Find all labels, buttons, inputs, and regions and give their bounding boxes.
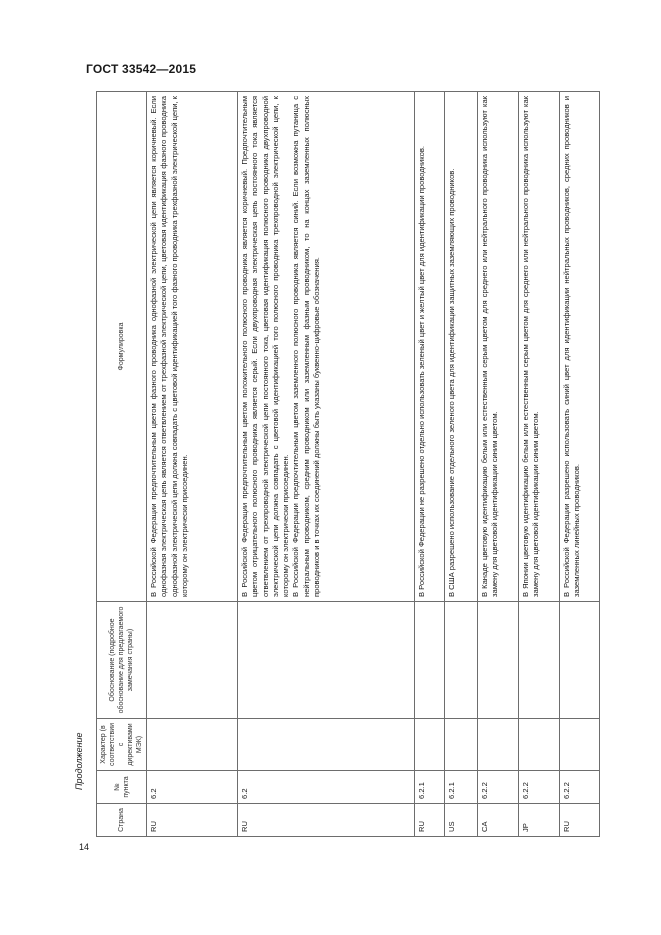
table-row bbox=[519, 92, 560, 837]
nature-cell bbox=[519, 719, 560, 771]
column-header-country: Страна bbox=[97, 804, 147, 837]
column-header-clause: № пункта bbox=[97, 771, 147, 804]
country-cell: RU bbox=[560, 804, 600, 837]
rotated-table-frame bbox=[96, 92, 589, 837]
page-number: 14 bbox=[79, 842, 90, 852]
table-row bbox=[445, 92, 478, 837]
justification-cell bbox=[415, 602, 445, 719]
nature-cell bbox=[445, 719, 478, 771]
text-cell: В Российской Федерации предпочтительным цветом фазного проводника однофазной электрической цепи является коричневый. Если однофазная электрическая цепь является ответвлением от трехфазной электрической цепи, цветовая идентификация фазного проводника однофазной электрической цепи должна совпадать с цветовой идентификацией того фазного проводника трехфазной электрической цепи, к которому он электрически присоединен. bbox=[147, 92, 238, 602]
clause-cell: 6.2 bbox=[238, 771, 415, 804]
country-cell: CA bbox=[478, 804, 519, 837]
justification-cell bbox=[445, 602, 478, 719]
clause-cell: 6.2.2 bbox=[478, 771, 519, 804]
nature-cell bbox=[147, 719, 238, 771]
text-cell: В Российской Федерации предпочтительным цветом положительного полюсного проводника является коричневый. Предпочтительным цветом отрицательного полюсного проводника является серый. Если двухпроводная электрическая цепь постоянного тока является ответвлением от трехпроводной электрической цепи постоянного тока, цветовая идентификация полюсного проводника двухпроводной электрической цепи должна совпадать с цветовой идентификацией того полюсного проводника трехпроводной электрической цепи, к которому он электрически присоединен. В Российской Федерации предпочтительным цветом заземленного полюсного проводника является синий. Если возможна путаница с нейтральным проводником, средним проводником или заземленным фазным проводником, то на концах заземленных полюсных проводников и в точках их соединений должны быть указаны буквенно-цифровые обозначения. bbox=[238, 92, 415, 602]
country-cell: JP bbox=[519, 804, 560, 837]
justification-cell bbox=[560, 602, 600, 719]
nature-cell bbox=[478, 719, 519, 771]
column-header-text: Формулировка bbox=[97, 92, 147, 602]
clause-cell: 6.2.1 bbox=[415, 771, 445, 804]
clause-cell: 6.2.1 bbox=[445, 771, 478, 804]
table-header-row bbox=[97, 92, 147, 837]
text-cell: В Российской Федерации не разрешено отдельно использовать зеленый цвет и желтый цвет для идентификации проводников. bbox=[415, 92, 445, 602]
rotated-table-wrapper bbox=[96, 92, 589, 837]
text-cell: В Российской Федерации разрешено использовать синий цвет для идентификации нейтральных проводников, средних проводников и заземленных линейных проводников. bbox=[560, 92, 600, 602]
table-row bbox=[415, 92, 445, 837]
comments-table bbox=[96, 91, 600, 837]
justification-cell bbox=[478, 602, 519, 719]
table-row bbox=[478, 92, 519, 837]
nature-cell bbox=[415, 719, 445, 771]
country-cell: US bbox=[445, 804, 478, 837]
column-header-justification: Обоснование (подробное обоснование для предлагаемого замечания страны) bbox=[97, 602, 147, 719]
justification-cell bbox=[238, 602, 415, 719]
text-cell: В Японии цветовую идентификацию белым или естественным серым цветом для среднего или нейтрального проводника используют как замену для цветовой идентификации синим цветом. bbox=[519, 92, 560, 602]
table-row bbox=[560, 92, 600, 837]
country-cell: RU bbox=[238, 804, 415, 837]
justification-cell bbox=[519, 602, 560, 719]
clause-cell: 6.2.2 bbox=[519, 771, 560, 804]
document-header-title: ГОСТ 33542—2015 bbox=[86, 62, 197, 76]
country-cell: RU bbox=[415, 804, 445, 837]
text-cell: В Канаде цветовую идентификацию белым или естественным серым цветом для среднего или нейтрального проводника используют как замену для цветовой идентификации синим цветом. bbox=[478, 92, 519, 602]
nature-cell bbox=[238, 719, 415, 771]
country-cell: RU bbox=[147, 804, 238, 837]
table-row bbox=[238, 92, 415, 837]
continuation-label: Продолжение bbox=[74, 732, 84, 790]
nature-cell bbox=[560, 719, 600, 771]
text-cell: В США разрешено использование отдельного зеленого цвета для идентификации защитных заземляющих проводников. bbox=[445, 92, 478, 602]
table-row bbox=[147, 92, 238, 837]
column-header-nature: Характер (в соответствии с директивами МЭК) bbox=[97, 719, 147, 771]
clause-cell: 6.2 bbox=[147, 771, 238, 804]
clause-cell: 6.2.2 bbox=[560, 771, 600, 804]
justification-cell bbox=[147, 602, 238, 719]
